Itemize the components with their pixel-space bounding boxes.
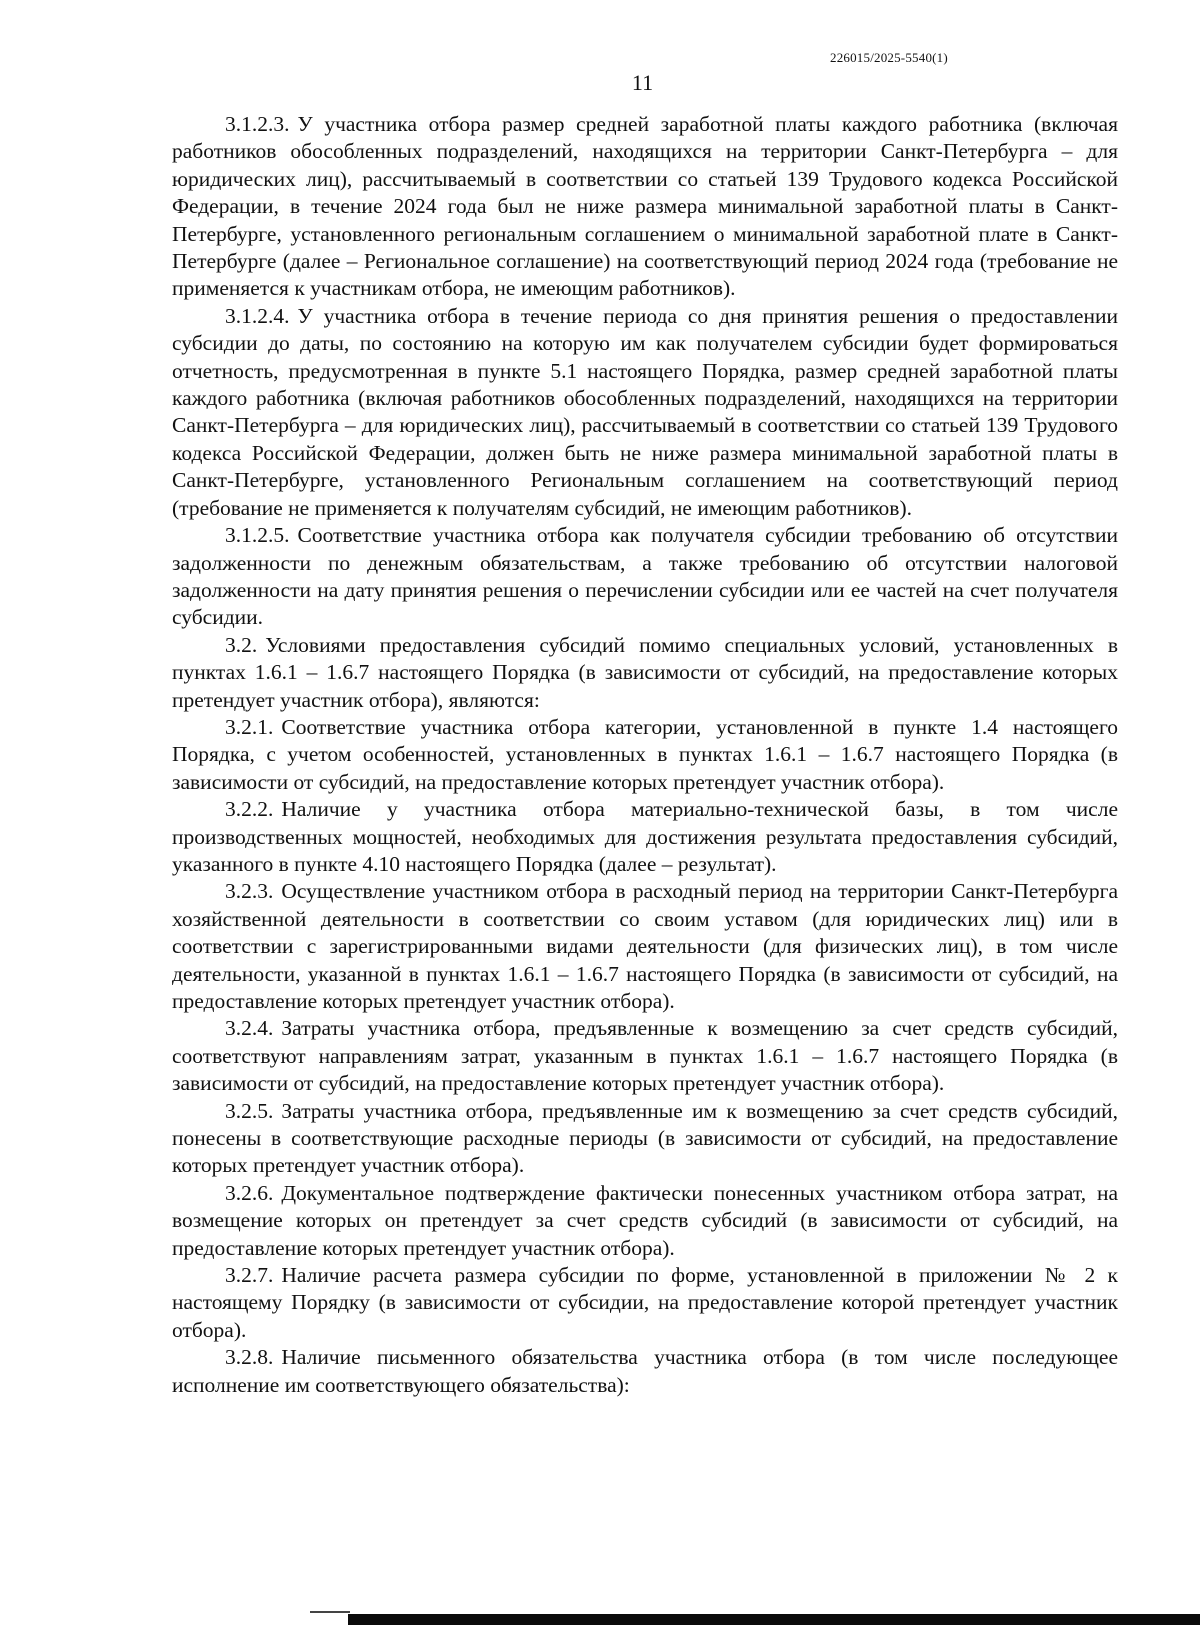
- clause-text: Затраты участника отбора, предъявленные им к возмещению за счет средств субсидий, понесены в соответствующие расходные периоды (в зависимости от субсидий, на предоставление которых претендует участник отбора).: [172, 1098, 1118, 1178]
- paragraph-3-1-2-5: [172, 522, 1118, 632]
- clause-text: У участника отбора в течение периода со дня принятия решения о предоставлении субсидии до даты, по состоянию на которую им как получателем субсидии будет формироваться отчетность, предусмотренная в пункте 5.1 настоящего Порядка, размер средней заработной платы каждого работника (включая работников обособленных подразделений, находящихся на территории Санкт-Петербурга – для юридических лиц), рассчитываемый в соответствии со статьей 139 Трудового кодекса Российской Федерации, должен быть не ниже размера минимальной заработной платы в Санкт-Петербурге, установленного Региональным соглашением на соответствующий период (требование не применяется к получателям субсидий, не имеющим работников).: [172, 303, 1118, 520]
- clause-text: Осуществление участником отбора в расходный период на территории Санкт-Петербурга хозяйственной деятельности в соответствии со своим уставом (для юридических лиц) или в соответствии с зарегистрированными видами деятельности (для физических лиц), в том числе деятельности, указанной в пунктах 1.6.1 – 1.6.7 настоящего Порядка (в зависимости от субсидий, на предоставление которых претендует участник отбора).: [172, 879, 1118, 1013]
- clause-text: Соответствие участника отбора категории, установленной в пункте 1.4 настоящего Порядка, с учетом особенностей, установленных в пунктах 1.6.1 – 1.6.7 настоящего Порядка (в зависимости от субсидий, на предоставление которых претендует участник отбора).: [172, 714, 1118, 794]
- clause-number: 3.2.3.: [225, 879, 274, 904]
- paragraph-3-2-3: [172, 878, 1118, 1015]
- paragraph-3-2-6: [172, 1180, 1118, 1262]
- clause-number: 3.2.7.: [225, 1263, 274, 1288]
- clause-number: 3.1.2.3.: [225, 112, 290, 136]
- clause-text: Наличие расчета размера субсидии по форме, установленной в приложении № 2 к настоящему Порядку (в зависимости от субсидии, на предоставление которой претендует участник отбора).: [172, 1263, 1118, 1342]
- clause-text: Наличие письменного обязательства участника отбора (в том числе последующее исполнение им соответствующего обязательства):: [172, 1345, 1118, 1397]
- clause-text: Затраты участника отбора, предъявленные к возмещению за счет средств субсидий, соответствуют направлениям затрат, указанным в пунктах 1.6.1 – 1.6.7 настоящего Порядка (в зависимости от субсидий, на предоставление которых претендует участник отбора).: [172, 1016, 1118, 1096]
- scan-bottom-edge: [348, 1614, 1200, 1625]
- clause-number: 3.2.6.: [225, 1180, 274, 1205]
- paragraph-3-2-8: [172, 1344, 1118, 1399]
- paragraph-3-1-2-4: [172, 303, 1118, 522]
- paragraph-3-2-1: [172, 714, 1118, 796]
- clause-text: Условиями предоставления субсидий помимо специальных условий, установленных в пунктах 1.6.1 – 1.6.7 настоящего Порядка (в зависимости от субсидий, на предоставление которых претендует участник отбора), являются:: [172, 632, 1118, 712]
- paragraph-3-2-5: [172, 1098, 1118, 1180]
- paragraph-3-2-2: [172, 796, 1118, 878]
- clause-number: 3.2.2.: [225, 797, 274, 822]
- clause-text: Соответствие участника отбора как получателя субсидии требованию об отсутствии задолженности по денежным обязательствам, а также требованию об отсутствии налоговой задолженности на дату принятия решения о перечислении субсидии или ее частей на счет получателя субсидии.: [172, 523, 1118, 630]
- clause-number: 3.1.2.5.: [225, 523, 290, 548]
- document-body: [172, 111, 1118, 1399]
- document-registration-number: 226015/2025-5540(1): [830, 50, 948, 65]
- page-number: 11: [631, 70, 654, 95]
- clause-number: 3.2.8.: [225, 1345, 274, 1370]
- paragraph-3-1-2-3: [172, 111, 1118, 303]
- scan-edge-line: [310, 1611, 350, 1613]
- clause-number: 3.1.2.4.: [225, 303, 290, 328]
- paragraph-3-2: [172, 632, 1118, 714]
- paragraph-3-2-7: [172, 1262, 1118, 1344]
- paragraph-3-2-4: [172, 1015, 1118, 1097]
- clause-text: Наличие у участника отбора материально-технической базы, в том числе производственных мощностей, необходимых для достижения результата предоставления субсидий, указанного в пункте 4.10 настоящего Порядка (далее – результат).: [172, 797, 1118, 876]
- clause-number: 3.2.: [225, 632, 258, 657]
- clause-text: Документальное подтверждение фактически понесенных участником отбора затрат, на возмещение которых он претендует за счет средств субсидий (в зависимости от субсидий, на предоставление которых претендует участник отбора).: [172, 1180, 1118, 1260]
- clause-number: 3.2.5.: [225, 1098, 274, 1123]
- clause-text: У участника отбора размер средней заработной платы каждого работника (включая работников обособленных подразделений, находящихся на территории Санкт-Петербурга – для юридических лиц), рассчитываемый в соответствии со статьей 139 Трудового кодекса Российской Федерации, в течение 2024 года был не ниже размера минимальной заработной платы в Санкт-Петербурге, установленного региональным соглашением о минимальной заработной плате в Санкт-Петербурге (далее – Региональное соглашение) на соответствующий период 2024 года (требование не применяется к участникам отбора, не имеющим работников).: [172, 112, 1118, 301]
- clause-number: 3.2.4.: [225, 1016, 274, 1041]
- clause-number: 3.2.1.: [225, 714, 274, 739]
